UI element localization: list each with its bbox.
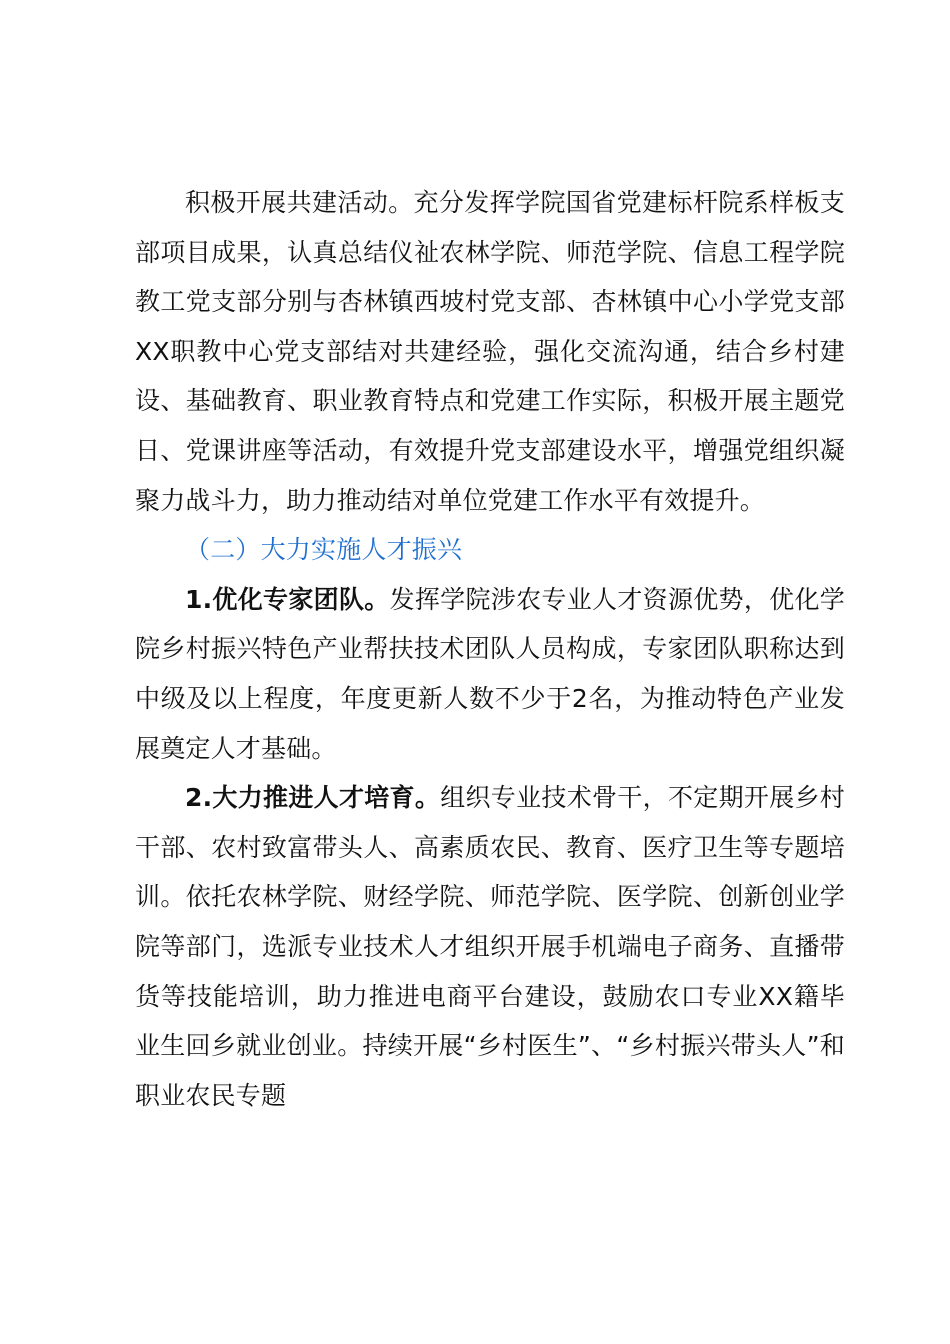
section-heading-talent: （二）大力实施人才振兴 bbox=[185, 535, 463, 565]
item-talent-cultivation-body: 组织专业技术骨干，不定期开展乡村干部、农村致富带头人、高素质农民、教育、医疗卫生等专题培训。依托农林学院、财经学院、师范学院、医学院、创新创业学院等部门，选派专业技术人才组织开展手机端电子商务、直播带货等技能培训，助力推进电商平台建设，鼓励农口专业XX籍毕业生回乡就业创业。持续开展“乡村医生”、“乡村振兴带头人”和职业农民专题 bbox=[135, 783, 846, 1110]
paragraph-joint-building: 积极开展共建活动。充分发挥学院国省党建标杆院系样板支部项目成果，认真总结仪祉农林学院、师范学院、信息工程学院教工党支部分别与杏林镇西坡村党支部、杏林镇中心小学党支部XX职教中心党支部结对共建经验，强化交流沟通，结合乡村建设、基础教育、职业教育特点和党建工作实际，积极开展主题党日、党课讲座等活动，有效提升党支部建设水平，增强党组织凝聚力战斗力，助力推动结对单位党建工作水平有效提升。 bbox=[135, 188, 845, 515]
document-body bbox=[135, 178, 845, 1120]
item-expert-team-body: 发挥学院涉农专业人才资源优势，优化学院乡村振兴特色产业帮扶技术团队人员构成，专家团队职称达到中级及以上程度，年度更新人数不少于2名，为推动特色产业发展奠定人才基础。 bbox=[135, 584, 845, 763]
item-talent-cultivation bbox=[135, 773, 845, 1120]
item-expert-team bbox=[135, 575, 845, 773]
item-talent-cultivation-lead: 2.大力推进人才培育。 bbox=[185, 783, 441, 813]
item-expert-team-lead: 1.优化专家团队。 bbox=[185, 584, 390, 614]
